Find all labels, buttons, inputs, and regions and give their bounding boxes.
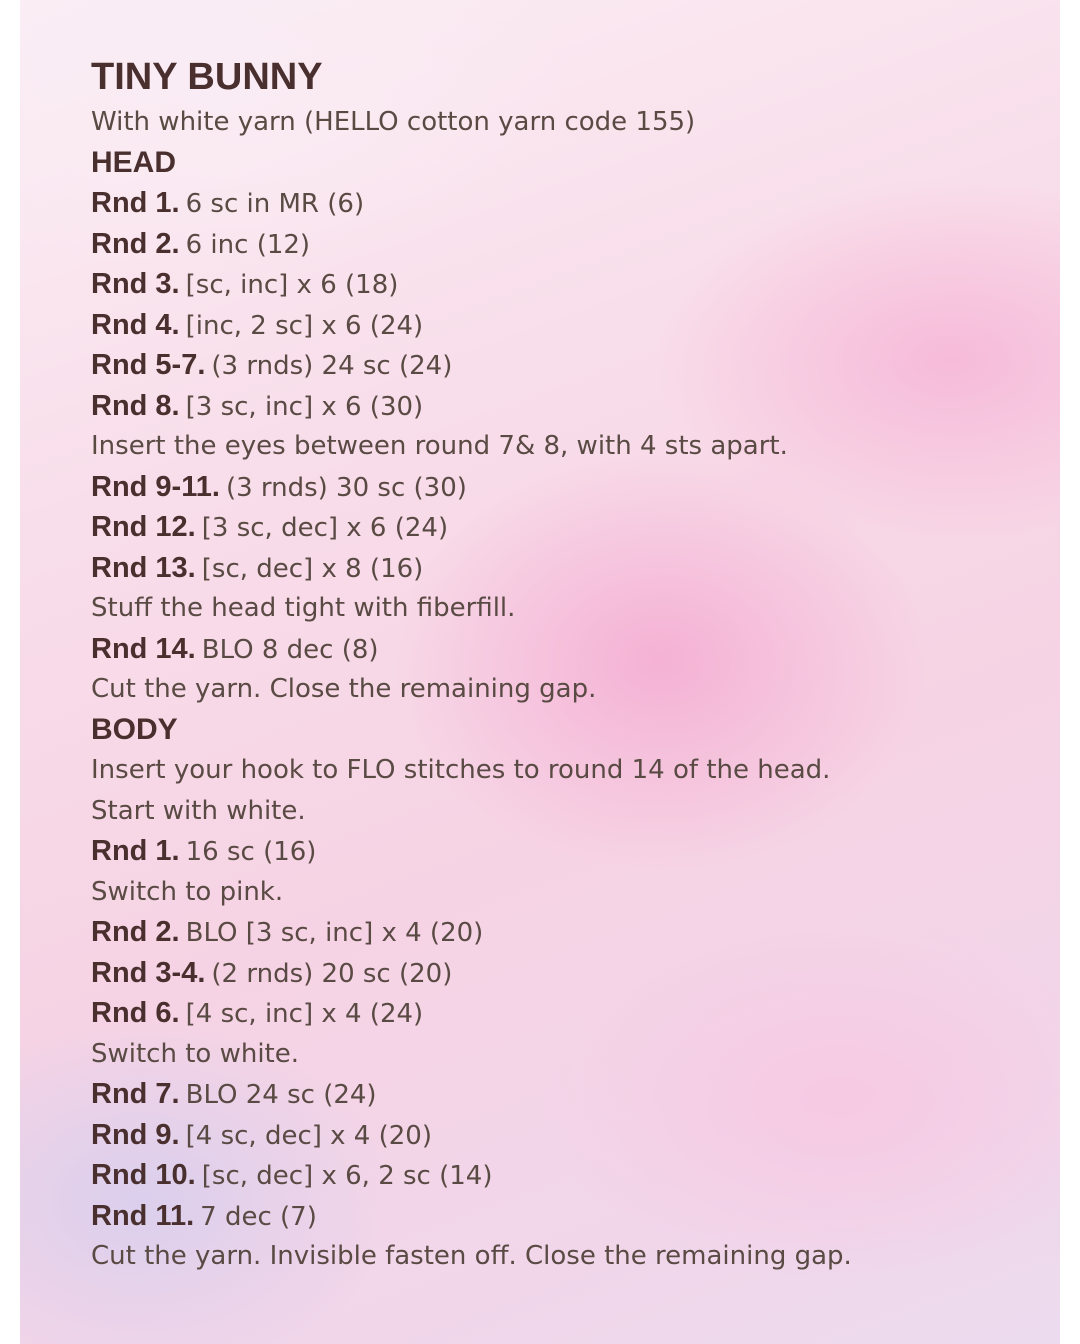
round-stitches: (3 rnds) 30 sc (30) (225, 472, 467, 503)
round-label: Rnd 14. (91, 632, 196, 665)
round-instruction (91, 467, 1051, 508)
round-stitches: [inc, 2 sc] x 6 (24) (185, 310, 424, 341)
pattern-card (20, 0, 1060, 1344)
pattern-note: Cut the yarn. Close the remaining gap. (91, 674, 597, 704)
round-stitches: [sc, inc] x 6 (18) (185, 270, 399, 300)
round-label: Rnd 3-4. (91, 956, 206, 989)
pattern-note: Switch to white. (91, 1038, 300, 1069)
round-instruction (91, 1074, 1051, 1115)
section-heading: HEAD (91, 145, 177, 179)
section-heading: BODY (91, 712, 178, 746)
round-label: Rnd 2. (91, 916, 180, 948)
round-stitches: [3 sc, inc] x 6 (30) (185, 391, 424, 422)
round-stitches: BLO [3 sc, inc] x 4 (20) (185, 918, 484, 948)
round-label: Rnd 4. (91, 308, 180, 341)
round-instruction (91, 1196, 1051, 1237)
round-instruction (91, 345, 1051, 386)
round-instruction (91, 993, 1051, 1034)
pattern-note: Insert the eyes between round 7& 8, with 4 sts apart. (91, 431, 788, 461)
pattern-sections (91, 143, 1051, 1277)
round-instruction (91, 264, 1051, 305)
round-label: Rnd 11. (91, 1199, 195, 1232)
round-stitches: [sc, dec] x 6, 2 sc (14) (201, 1161, 493, 1191)
pattern-note: Stuff the head tight with fiberfill. (91, 593, 516, 623)
round-label: Rnd 9-11. (91, 470, 220, 503)
round-label: Rnd 2. (91, 227, 180, 260)
round-instruction (91, 183, 1051, 224)
round-stitches: [sc, dec] x 8 (16) (201, 553, 424, 584)
pattern-note: Cut the yarn. Invisible fasten off. Close the remaining gap. (91, 1241, 852, 1271)
round-label: Rnd 8. (91, 389, 180, 422)
round-label: Rnd 6. (91, 997, 180, 1029)
round-label: Rnd 1. (91, 187, 180, 219)
round-label: Rnd 13. (91, 551, 196, 584)
round-label: Rnd 7. (91, 1078, 180, 1110)
round-instruction (91, 507, 1051, 548)
round-stitches: (2 rnds) 20 sc (20) (211, 958, 453, 989)
round-stitches: 7 dec (7) (200, 1201, 317, 1232)
pattern-note: Switch to pink. (91, 876, 284, 907)
round-stitches: (3 rnds) 24 sc (24) (211, 351, 453, 381)
round-stitches: [3 sc, dec] x 6 (24) (201, 513, 449, 543)
round-instruction (91, 831, 1051, 872)
round-instruction (91, 224, 1051, 265)
round-instruction (91, 1115, 1051, 1156)
round-label: Rnd 1. (91, 835, 180, 867)
round-stitches: 16 sc (16) (185, 837, 317, 867)
round-label: Rnd 12. (91, 511, 196, 543)
round-stitches: 6 inc (12) (185, 229, 311, 260)
round-instruction (91, 953, 1051, 994)
pattern-note: Insert your hook to FLO stitches to round 14 of the head. (91, 755, 831, 785)
round-instruction (91, 1155, 1051, 1196)
round-stitches: [4 sc, dec] x 4 (20) (185, 1120, 432, 1151)
round-instruction (91, 548, 1051, 589)
round-label: Rnd 3. (91, 268, 180, 300)
round-instruction (91, 912, 1051, 953)
round-stitches: [4 sc, inc] x 4 (24) (185, 999, 424, 1029)
pattern-title: TINY BUNNY (91, 56, 323, 98)
round-stitches: BLO 8 dec (8) (201, 634, 379, 665)
round-instruction (91, 305, 1051, 346)
round-label: Rnd 5-7. (91, 349, 206, 381)
round-stitches: 6 sc in MR (6) (185, 189, 365, 219)
round-instruction (91, 386, 1051, 427)
pattern-note: Start with white. (91, 795, 306, 826)
round-label: Rnd 9. (91, 1118, 180, 1151)
pattern-content (91, 52, 1051, 1277)
intro-note: With white yarn (HELLO cotton yarn code 155) (91, 107, 696, 137)
round-instruction (91, 629, 1051, 670)
round-stitches: BLO 24 sc (24) (185, 1080, 377, 1110)
round-label: Rnd 10. (91, 1159, 196, 1191)
